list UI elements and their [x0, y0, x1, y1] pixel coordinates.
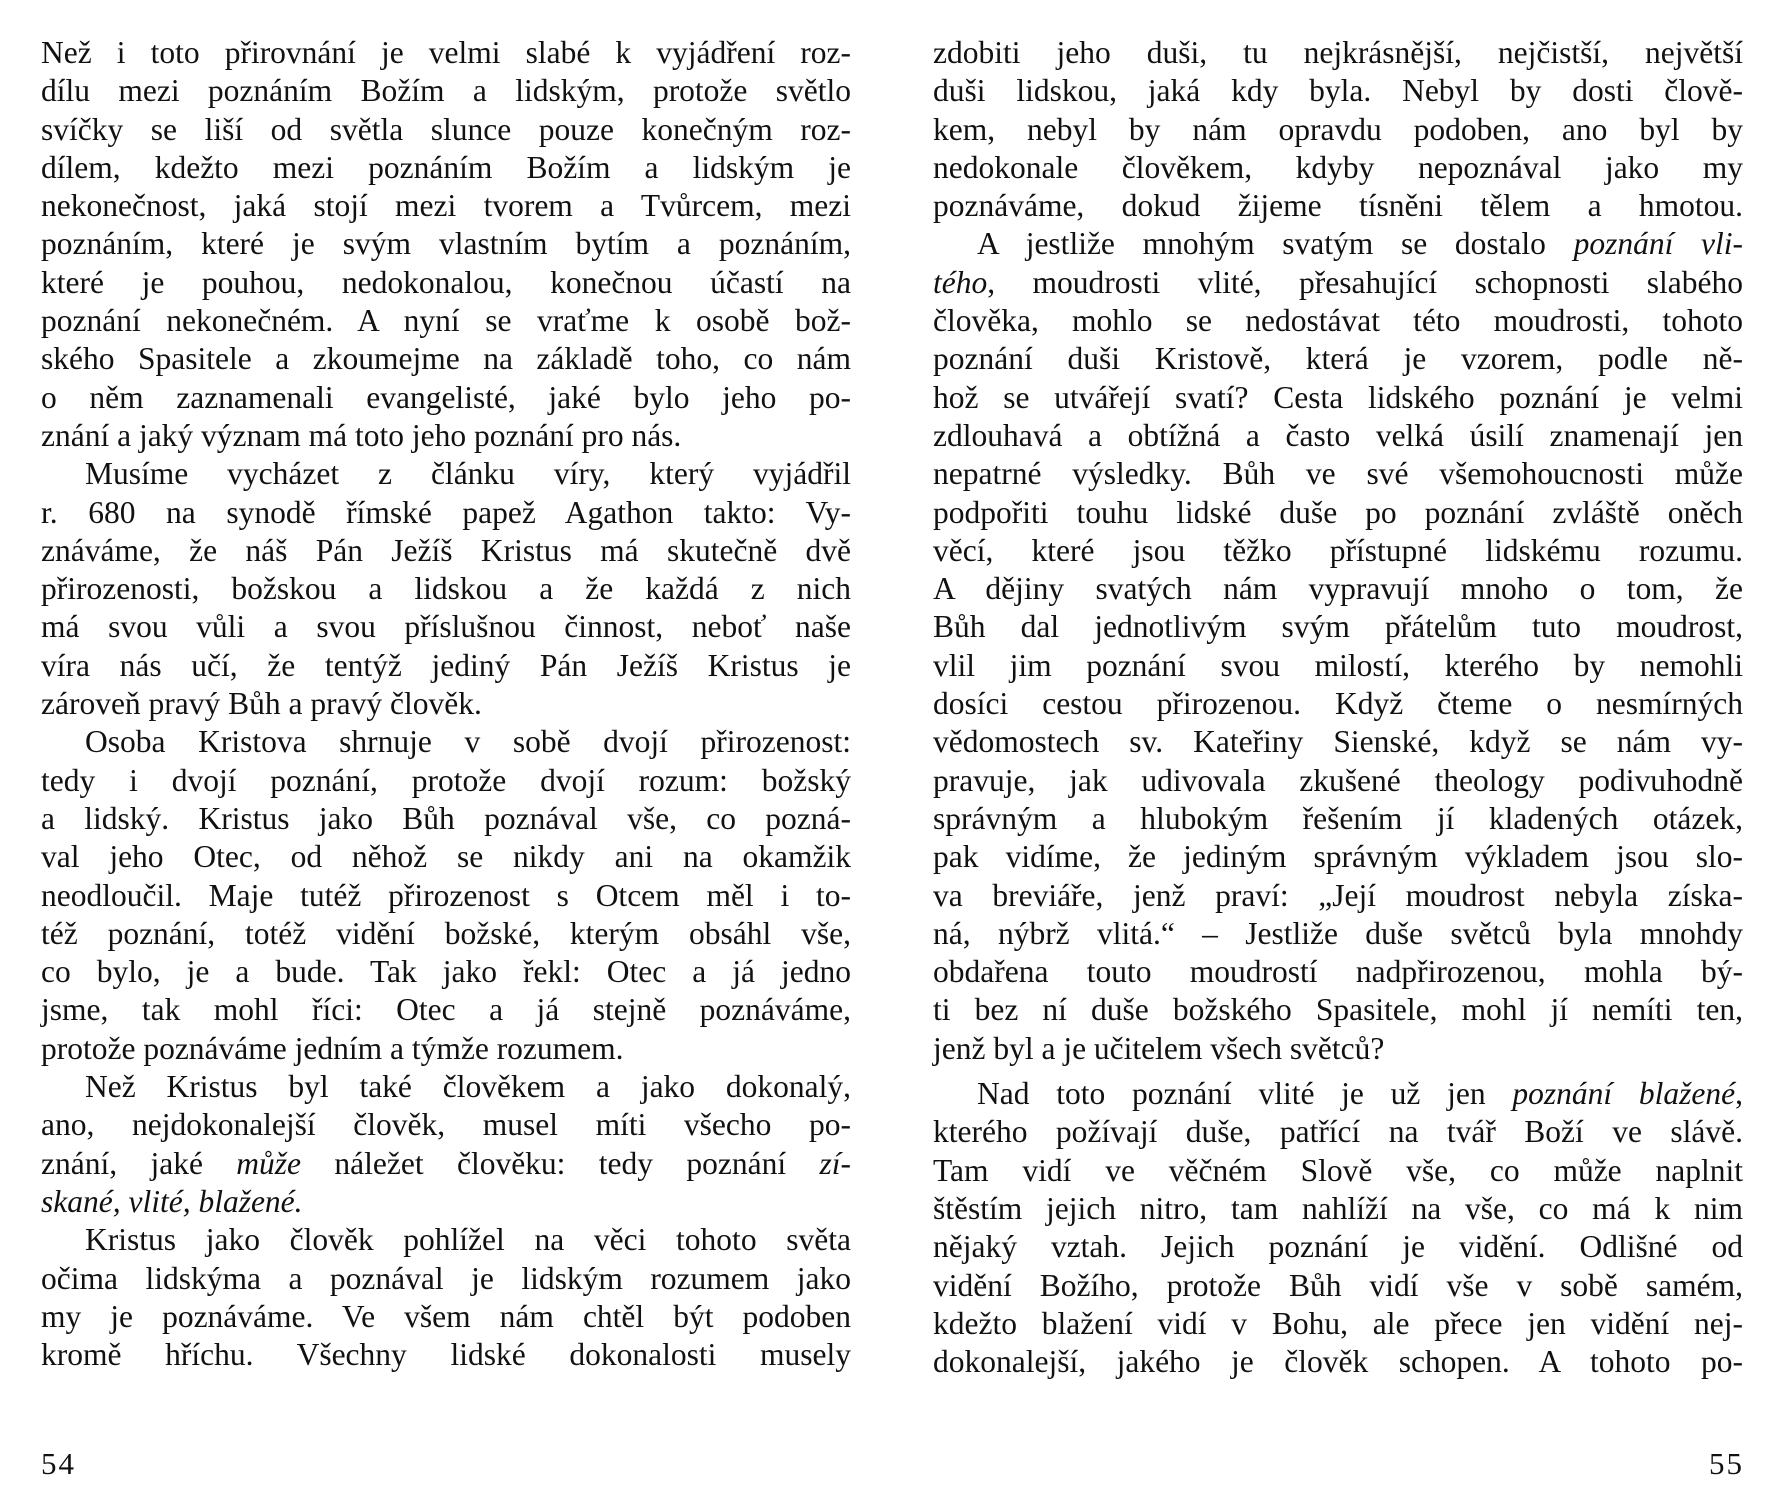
text-line: [933, 915, 1743, 953]
text-segment: Bůh dal jednotlivým svým přátelům tuto moudrost,: [933, 609, 1743, 645]
text-line: [41, 149, 851, 187]
text-segment: pak vidíme, že jediným správným výkladem jsou slo-: [933, 839, 1743, 875]
text-line: [41, 762, 851, 800]
text-segment: A dějiny svatých nám vypravují mnoho o tom, že: [933, 571, 1743, 607]
text-line: [41, 264, 851, 302]
italic-text: skané, vlité, blažené.: [41, 1183, 303, 1219]
text-segment: poznáním, které je svým vlastním bytím a poznáním,: [41, 226, 851, 262]
text-line: [41, 34, 851, 72]
text-segment: svíčky se liší od světla slunce pouze konečným roz-: [41, 111, 851, 147]
text-line: [41, 417, 851, 455]
text-segment: Než Kristus byl také člověkem a jako dokonalý,: [85, 1069, 851, 1105]
text-segment: nepatrné výsledky. Bůh ve své všemohoucnosti může: [933, 456, 1743, 492]
text-line: [933, 1030, 1743, 1068]
text-line: [41, 1221, 851, 1259]
text-segment: ti bez ní duše božského Spasitele, mohl jí nemíti ten,: [933, 992, 1743, 1028]
text-line: [41, 723, 851, 761]
italic-text: zí-: [819, 1145, 851, 1181]
text-line: [933, 494, 1743, 532]
text-segment: ná, nýbrž vlitá.“ – Jestliže duše světců byla mnohdy: [933, 915, 1743, 951]
text-segment: znání, jaké: [41, 1145, 237, 1181]
text-segment: my je poznáváme. Ve všem nám chtěl být podoben: [41, 1298, 851, 1334]
text-segment: , moudrosti vlité, přesahující schopnosti slabého: [987, 264, 1743, 300]
text-segment: Musíme vycházet z článku víry, který vyjádřil: [85, 456, 851, 492]
text-segment: Tam vidí ve věčném Slově vše, co může naplnit: [933, 1152, 1743, 1188]
text-segment: dosíci cestou přirozenou. Když čteme o nesmírných: [933, 686, 1743, 722]
italic-text: poznání vli-: [1573, 226, 1743, 262]
text-segment: Nad toto poznání vlité je už jen: [977, 1076, 1513, 1112]
text-line: [41, 302, 851, 340]
italic-text: může: [236, 1145, 302, 1181]
text-segment: co bylo, je a bude. Tak jako řekl: Otec a já jedno: [41, 954, 851, 990]
text-segment: duši lidskou, jaká kdy byla. Nebyl by dosti člově-: [933, 73, 1743, 109]
text-segment: Kristus jako člověk pohlížel na věci tohoto světa: [85, 1222, 851, 1258]
text-line: [41, 1260, 851, 1298]
page-number-right: 55: [1709, 1446, 1744, 1481]
text-line: [933, 264, 1743, 302]
text-segment: o něm zaznamenali evangelisté, jaké bylo jeho po-: [41, 379, 851, 415]
right-page-text: [933, 34, 1743, 1381]
text-segment: též poznání, totéž vidění božské, kterým obsáhl vše,: [41, 915, 851, 951]
text-line: [933, 72, 1743, 110]
text-line: [41, 225, 851, 263]
text-line: [41, 647, 851, 685]
text-line: [41, 800, 851, 838]
text-line: [933, 838, 1743, 876]
text-segment: člověka, mohlo se nedostávat této moudrosti, tohoto: [933, 303, 1743, 339]
text-line: [933, 1305, 1743, 1343]
text-line: [933, 800, 1743, 838]
text-segment: obdařena touto moudrostí nadpřirozenou, mohla bý-: [933, 954, 1743, 990]
text-line: [933, 34, 1743, 72]
text-line: [41, 838, 851, 876]
text-line: [41, 187, 851, 225]
text-segment: vědomostech sv. Kateřiny Sienské, když se nám vy-: [933, 724, 1743, 760]
text-line: [933, 647, 1743, 685]
text-segment: nekonečnost, jaká stojí mezi tvorem a Tvůrcem, mezi: [41, 188, 851, 224]
text-line: [41, 608, 851, 646]
text-segment: kdežto blažení vidí v Bohu, ale přece jen vidění nej-: [933, 1305, 1743, 1341]
text-segment: A jestliže mnohým svatým se dostalo: [977, 226, 1574, 262]
text-segment: va breviáře, jenž praví: „Její moudrost nebyla získa-: [933, 877, 1743, 913]
text-line: [933, 608, 1743, 646]
text-segment: podpořiti touhu lidské duše po poznání zvláště oněch: [933, 494, 1743, 530]
text-segment: má svou vůli a svou příslušnou činnost, neboť naše: [41, 609, 851, 645]
text-line: [41, 455, 851, 493]
text-segment: poznáváme, dokud žijeme tísněni tělem a hmotou.: [933, 188, 1743, 224]
text-segment: kromě hříchu. Všechny lidské dokonalosti musely: [41, 1337, 851, 1373]
text-segment: protože poznáváme jedním a týmže rozumem.: [41, 1030, 624, 1066]
text-line: [933, 1190, 1743, 1228]
text-line: [933, 1267, 1743, 1305]
text-segment: jenž byl a je učitelem všech světců?: [933, 1030, 1385, 1066]
text-segment: náležet člověku: tedy poznání: [301, 1145, 820, 1181]
text-line: [41, 1298, 851, 1336]
text-segment: poznání nekonečném. A nyní se vraťme k osobě bož-: [41, 303, 851, 339]
italic-text: poznání blažené: [1512, 1076, 1736, 1112]
text-line: [41, 340, 851, 378]
text-line: [933, 1228, 1743, 1266]
text-segment: správným a hlubokým řešením jí kladených otázek,: [933, 800, 1743, 836]
text-line: [41, 570, 851, 608]
text-segment: zdobiti jeho duši, tu nejkrásnější, nejčistší, největší: [933, 35, 1743, 70]
text-segment: kterého požívají duše, patřící na tvář Boží ve slávě.: [933, 1114, 1743, 1150]
text-segment: dokonalejší, jakého je člověk schopen. A tohoto po-: [933, 1344, 1743, 1380]
text-line: [41, 953, 851, 991]
text-line: [41, 494, 851, 532]
page-number-left: 54: [41, 1446, 76, 1481]
text-line: [933, 685, 1743, 723]
text-segment: tedy i dvojí poznání, protože dvojí rozum: božský: [41, 762, 851, 798]
text-segment: r. 680 na synodě římské papež Agathon takto: Vy-: [41, 494, 851, 530]
text-segment: dílu mezi poznáním Božím a lidským, protože světlo: [41, 73, 851, 109]
text-segment: znáváme, že náš Pán Ježíš Kristus má skutečně dvě: [41, 532, 851, 568]
text-segment: víra nás učí, že tentýž jediný Pán Ježíš Kristus je: [41, 647, 851, 683]
text-segment: zároveň pravý Bůh a pravý člověk.: [41, 686, 482, 722]
text-line: [933, 877, 1743, 915]
text-line: [41, 1068, 851, 1106]
text-line: [933, 762, 1743, 800]
text-segment: pravuje, jak udivovala zkušené theology podivuhodně: [933, 762, 1743, 798]
text-line: [41, 1106, 851, 1144]
text-segment: ano, nejdokonalejší člověk, musel míti všecho po-: [41, 1107, 851, 1143]
text-line: [41, 1336, 851, 1374]
text-segment: vidění Božího, protože Bůh vidí vše v sobě samém,: [933, 1267, 1743, 1303]
text-line: [41, 1145, 851, 1183]
text-line: [41, 915, 851, 953]
italic-text: tého: [933, 264, 988, 300]
text-line: [933, 379, 1743, 417]
text-segment: vlil jim poznání svou milostí, kterého by nemohli: [933, 647, 1743, 683]
text-line: [933, 340, 1743, 378]
text-line: [933, 570, 1743, 608]
text-line: [933, 225, 1743, 263]
text-line: [933, 187, 1743, 225]
text-segment: přirozenosti, božskou a lidskou a že každá z nich: [41, 571, 851, 607]
text-line: [933, 455, 1743, 493]
text-segment: ského Spasitele a zkoumejme na základě toho, co nám: [41, 341, 851, 377]
text-line: [933, 302, 1743, 340]
text-segment: věcí, které jsou těžko přístupné lidskému rozumu.: [933, 532, 1743, 568]
text-line: [41, 1183, 851, 1221]
text-line: [41, 72, 851, 110]
text-segment: jsme, tak mohl říci: Otec a já stejně poznáváme,: [41, 992, 851, 1028]
text-line: [933, 1075, 1743, 1113]
text-line: [41, 379, 851, 417]
text-line: [41, 877, 851, 915]
text-line: [933, 417, 1743, 455]
text-line: [933, 723, 1743, 761]
text-segment: a lidský. Kristus jako Bůh poznával vše, co pozná-: [41, 800, 851, 836]
text-segment: zdlouhavá a obtížná a často velká úsilí znamenají jen: [933, 417, 1743, 453]
text-line: [933, 991, 1743, 1029]
text-line: [41, 991, 851, 1029]
text-segment: nedokonale člověkem, kdyby nepoznával jako my: [933, 149, 1743, 185]
text-segment: očima lidskýma a poznával je lidským rozumem jako: [41, 1260, 851, 1296]
text-line: [41, 1030, 851, 1068]
text-segment: neodloučil. Maje tutéž přirozenost s Otcem měl i to-: [41, 877, 851, 913]
text-segment: ,: [1735, 1076, 1743, 1112]
text-segment: štěstím jejich nitro, tam nahlíží na vše, co má k nim: [933, 1190, 1743, 1226]
text-segment: poznání duši Kristově, která je vzorem, podle ně-: [933, 341, 1743, 377]
text-segment: hož se utvářejí svatí? Cesta lidského poznání je velmi: [933, 379, 1743, 415]
text-segment: Osoba Kristova shrnuje v sobě dvojí přirozenost:: [85, 724, 851, 760]
text-segment: val jeho Otec, od něhož se nikdy ani na okamžik: [41, 839, 851, 875]
text-segment: nějaký vztah. Jejich poznání je vidění. Odlišné od: [933, 1229, 1743, 1265]
text-line: [933, 1343, 1743, 1381]
text-segment: které je pouhou, nedokonalou, konečnou účastí na: [41, 264, 851, 300]
text-line: [41, 111, 851, 149]
text-line: [933, 532, 1743, 570]
text-line: [933, 149, 1743, 187]
text-line: [41, 532, 851, 570]
text-segment: Než i toto přirovnání je velmi slabé k vyjádření roz-: [41, 35, 851, 70]
text-segment: znání a jaký význam má toto jeho poznání pro nás.: [41, 417, 682, 453]
text-line: [933, 111, 1743, 149]
text-line: [41, 685, 851, 723]
text-line: [933, 1113, 1743, 1151]
text-line: [933, 953, 1743, 991]
left-page-text: [41, 34, 851, 1374]
text-segment: kem, nebyl by nám opravdu podoben, ano byl by: [933, 111, 1743, 147]
text-segment: dílem, kdežto mezi poznáním Božím a lidským je: [41, 149, 851, 185]
text-line: [933, 1152, 1743, 1190]
